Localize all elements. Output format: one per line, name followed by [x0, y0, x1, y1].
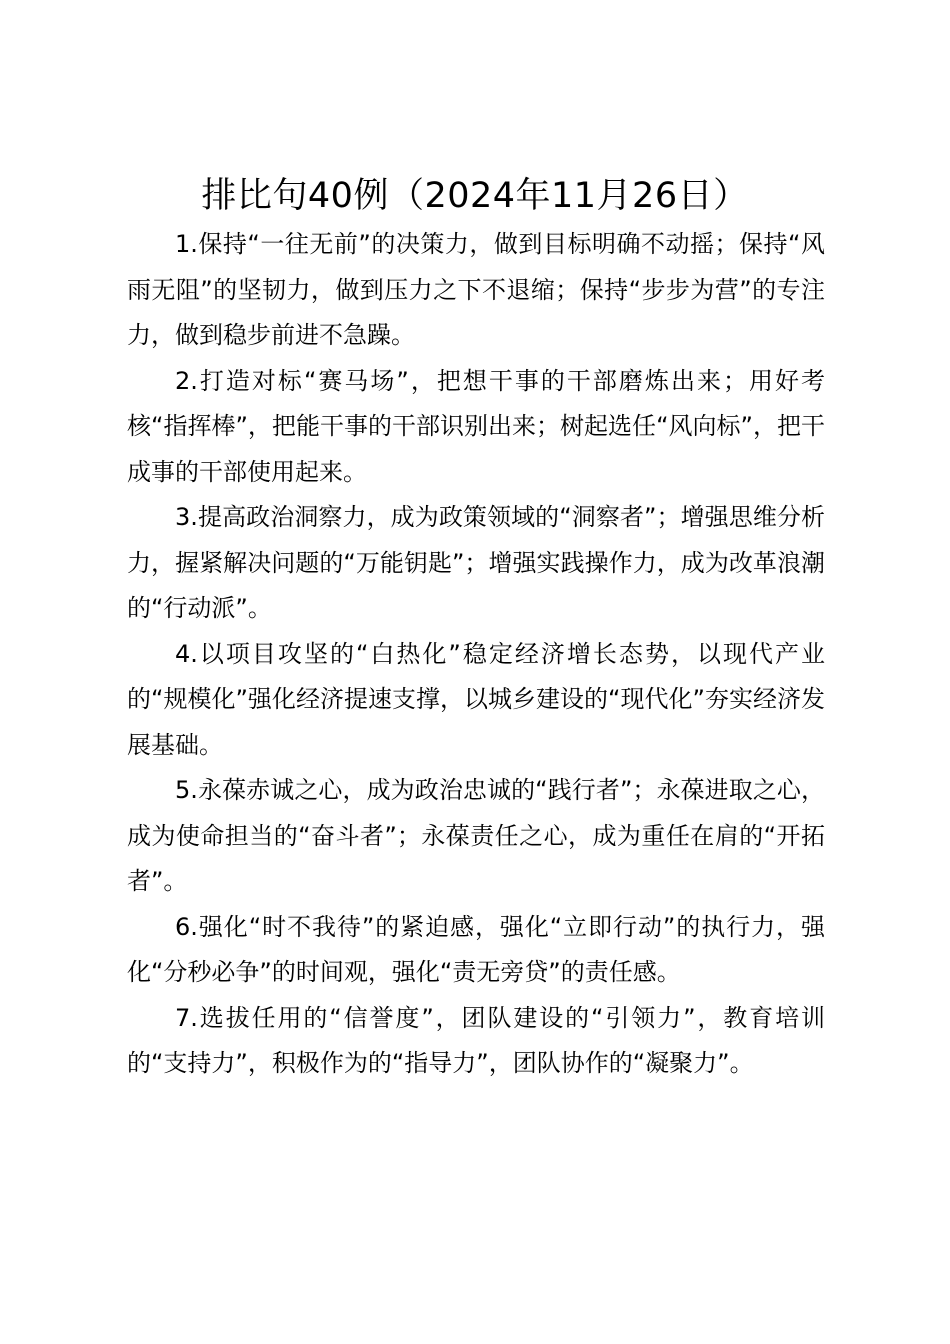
paragraph-6: 6.强化“时不我待”的紧迫感，强化“立即行动”的执行力，强化“分秒必争”的时间观，强化“责无旁贷”的责任感。 [127, 912, 825, 986]
paragraph-5: 5.永葆赤诚之心，成为政治忠诚的“践行者”；永葆进取之心，成为使命担当的“奋斗者”；永葆责任之心，成为重任在肩的“开拓者”。 [127, 776, 825, 895]
paragraph-2: 2.打造对标“赛马场”，把想干事的干部磨炼出来；用好考核“指挥棒”，把能干事的干部识别出来；树起选任“风向标”，把干成事的干部使用起来。 [127, 366, 825, 486]
paragraph-7: 7.选拔任用的“信誉度”，团队建设的“引领力”，教育培训的“支持力”，积极作为的“指导力”，团队协作的“凝聚力”。 [127, 1003, 825, 1077]
document-title: 排比句40例（2024年11月26日） [201, 176, 749, 216]
document-body [127, 222, 825, 1087]
paragraph-3: 3.提高政治洞察力，成为政策领域的“洞察者”；增强思维分析力，握紧解决问题的“万能钥匙”；增强实践操作力，成为改革浪潮的“行动派”。 [127, 503, 825, 622]
paragraph-4: 4.以项目攻坚的“白热化”稳定经济增长态势，以现代产业的“规模化”强化经济提速支撑，以城乡建设的“现代化”夯实经济发展基础。 [127, 639, 825, 759]
paragraph-1: 1.保持“一往无前”的决策力，做到目标明确不动摇；保持“风雨无阻”的坚韧力，做到压力之下不退缩；保持“步步为营”的专注力，做到稳步前进不急躁。 [127, 230, 825, 349]
